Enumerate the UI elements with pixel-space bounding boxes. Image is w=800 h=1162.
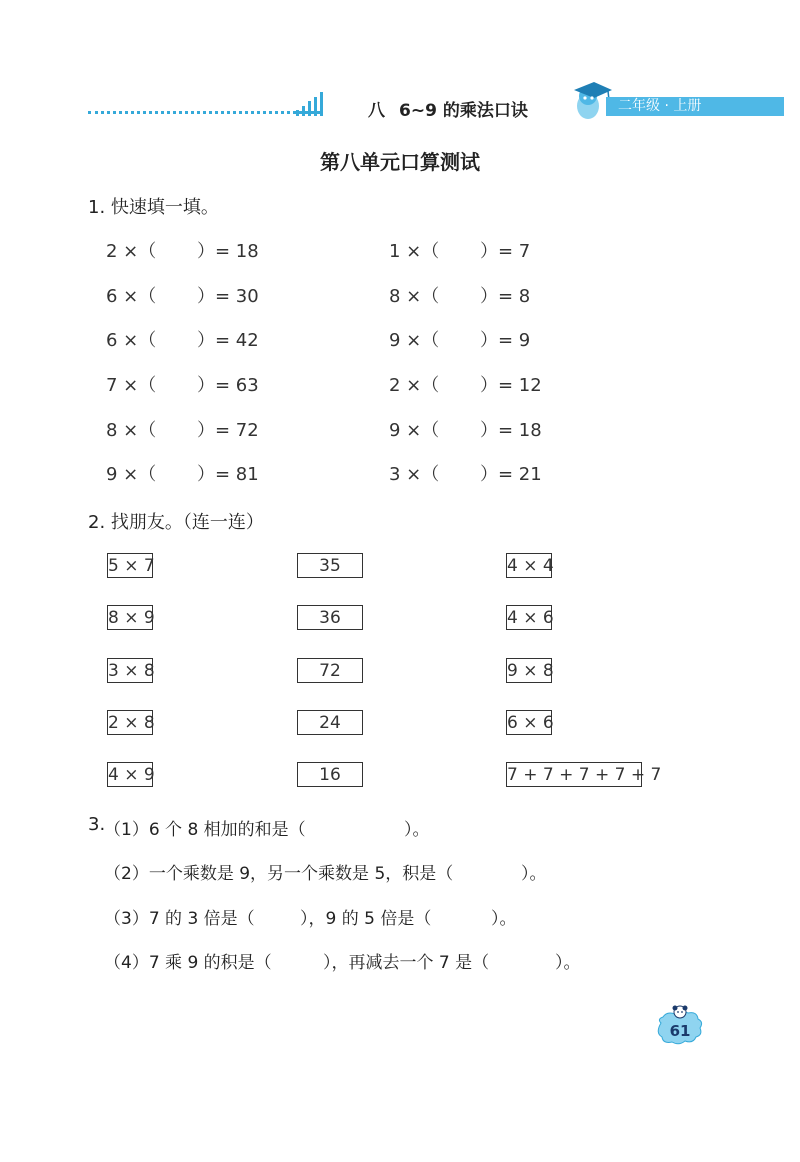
q3-item-3-text: （3）7 的 3 倍是（	[104, 909, 255, 929]
q1-right-row-6-b: ）= 21	[480, 464, 542, 485]
q1-left-row-1-b: ）= 18	[197, 241, 259, 262]
q1-right-row-2-a: 8 ×（	[389, 286, 440, 307]
q1-right-row-5-a: 9 ×（	[389, 420, 440, 441]
q1-left-row-5-a: 8 ×（	[106, 420, 157, 441]
match-card-right-4[interactable]: 6 × 6	[506, 710, 552, 735]
match-card-right-1[interactable]: 4 × 4	[506, 553, 552, 578]
match-card-right-3[interactable]: 9 × 8	[506, 658, 552, 683]
q1-right-row-3-a: 9 ×（	[389, 330, 440, 351]
match-card-right-5[interactable]: 7 + 7 + 7 + 7 + 7	[506, 762, 642, 787]
match-card-right-2[interactable]: 4 × 6	[506, 605, 552, 630]
q1-left-row-6-b: ）= 81	[197, 464, 259, 485]
q1-left-row-5-b: ）= 72	[197, 420, 259, 441]
q1-left-row-4-b: ）= 63	[197, 375, 259, 396]
q1-right-row-2-b: ）= 8	[480, 286, 531, 307]
q3-item-4-text: （4）7 乘 9 的积是（	[104, 953, 272, 973]
q1-right-row-6-a: 3 ×（	[389, 464, 440, 485]
q1-right-row-4-b: ）= 12	[480, 375, 542, 396]
header-dotted-line	[88, 111, 320, 114]
q3-item-3-end: ）。	[491, 909, 517, 929]
match-card-middle-5[interactable]: 16	[297, 762, 363, 787]
match-card-left-2[interactable]: 8 × 9	[107, 605, 153, 630]
q1-right-row-4-a: 2 ×（	[389, 375, 440, 396]
q1-right-row-1-b: ）= 7	[480, 241, 531, 262]
page-title: 第八单元口算测试	[320, 150, 480, 174]
q3-item-2-text: （2）一个乘数是 9，另一个乘数是 5，积是（	[104, 864, 454, 884]
q1-left-row-6-a: 9 ×（	[106, 464, 157, 485]
q3-item-1-end: ）。	[404, 820, 430, 840]
q1-left-row-3-b: ）= 42	[197, 330, 259, 351]
match-card-left-4[interactable]: 2 × 8	[107, 710, 153, 735]
match-card-left-3[interactable]: 3 × 8	[107, 658, 153, 683]
match-card-middle-2[interactable]: 36	[297, 605, 363, 630]
match-card-middle-1[interactable]: 35	[297, 553, 363, 578]
match-card-middle-3[interactable]: 72	[297, 658, 363, 683]
q3-item-3-middle: ），9 的 5 倍是（	[300, 909, 432, 929]
q1-right-row-1-a: 1 ×（	[389, 241, 440, 262]
match-card-left-5[interactable]: 4 × 9	[107, 762, 153, 787]
q3-item-1-text: （1）6 个 8 相加的和是（	[104, 820, 306, 840]
grade-label: 二年级 · 上册	[618, 98, 702, 114]
q1-left-row-1-a: 2 ×（	[106, 241, 157, 262]
question-1-label: 1. 快速填一填。	[88, 197, 219, 218]
chapter-heading	[368, 96, 528, 121]
chapter-number: 八	[368, 101, 385, 121]
q1-left-row-2-b: ）= 30	[197, 286, 259, 307]
q1-left-row-2-a: 6 ×（	[106, 286, 157, 307]
q3-item-4-middle: ），再减去一个 7 是（	[323, 953, 490, 973]
match-card-middle-4[interactable]: 24	[297, 710, 363, 735]
q3-item-4-end: ）。	[555, 953, 581, 973]
question-3-number: 3.	[88, 814, 106, 835]
match-card-left-1[interactable]: 5 × 7	[107, 553, 153, 578]
q1-right-row-3-b: ）= 9	[480, 330, 531, 351]
question-2-label: 2. 找朋友。（连一连）	[88, 512, 264, 533]
header-bars-decoration	[296, 92, 326, 116]
q1-left-row-4-a: 7 ×（	[106, 375, 157, 396]
q3-item-2-end: ）。	[521, 864, 547, 884]
q1-left-row-3-a: 6 ×（	[106, 330, 157, 351]
chapter-title: 6~9 的乘法口诀	[399, 101, 528, 121]
page-number: 61	[669, 1022, 691, 1040]
q1-right-row-5-b: ）= 18	[480, 420, 542, 441]
